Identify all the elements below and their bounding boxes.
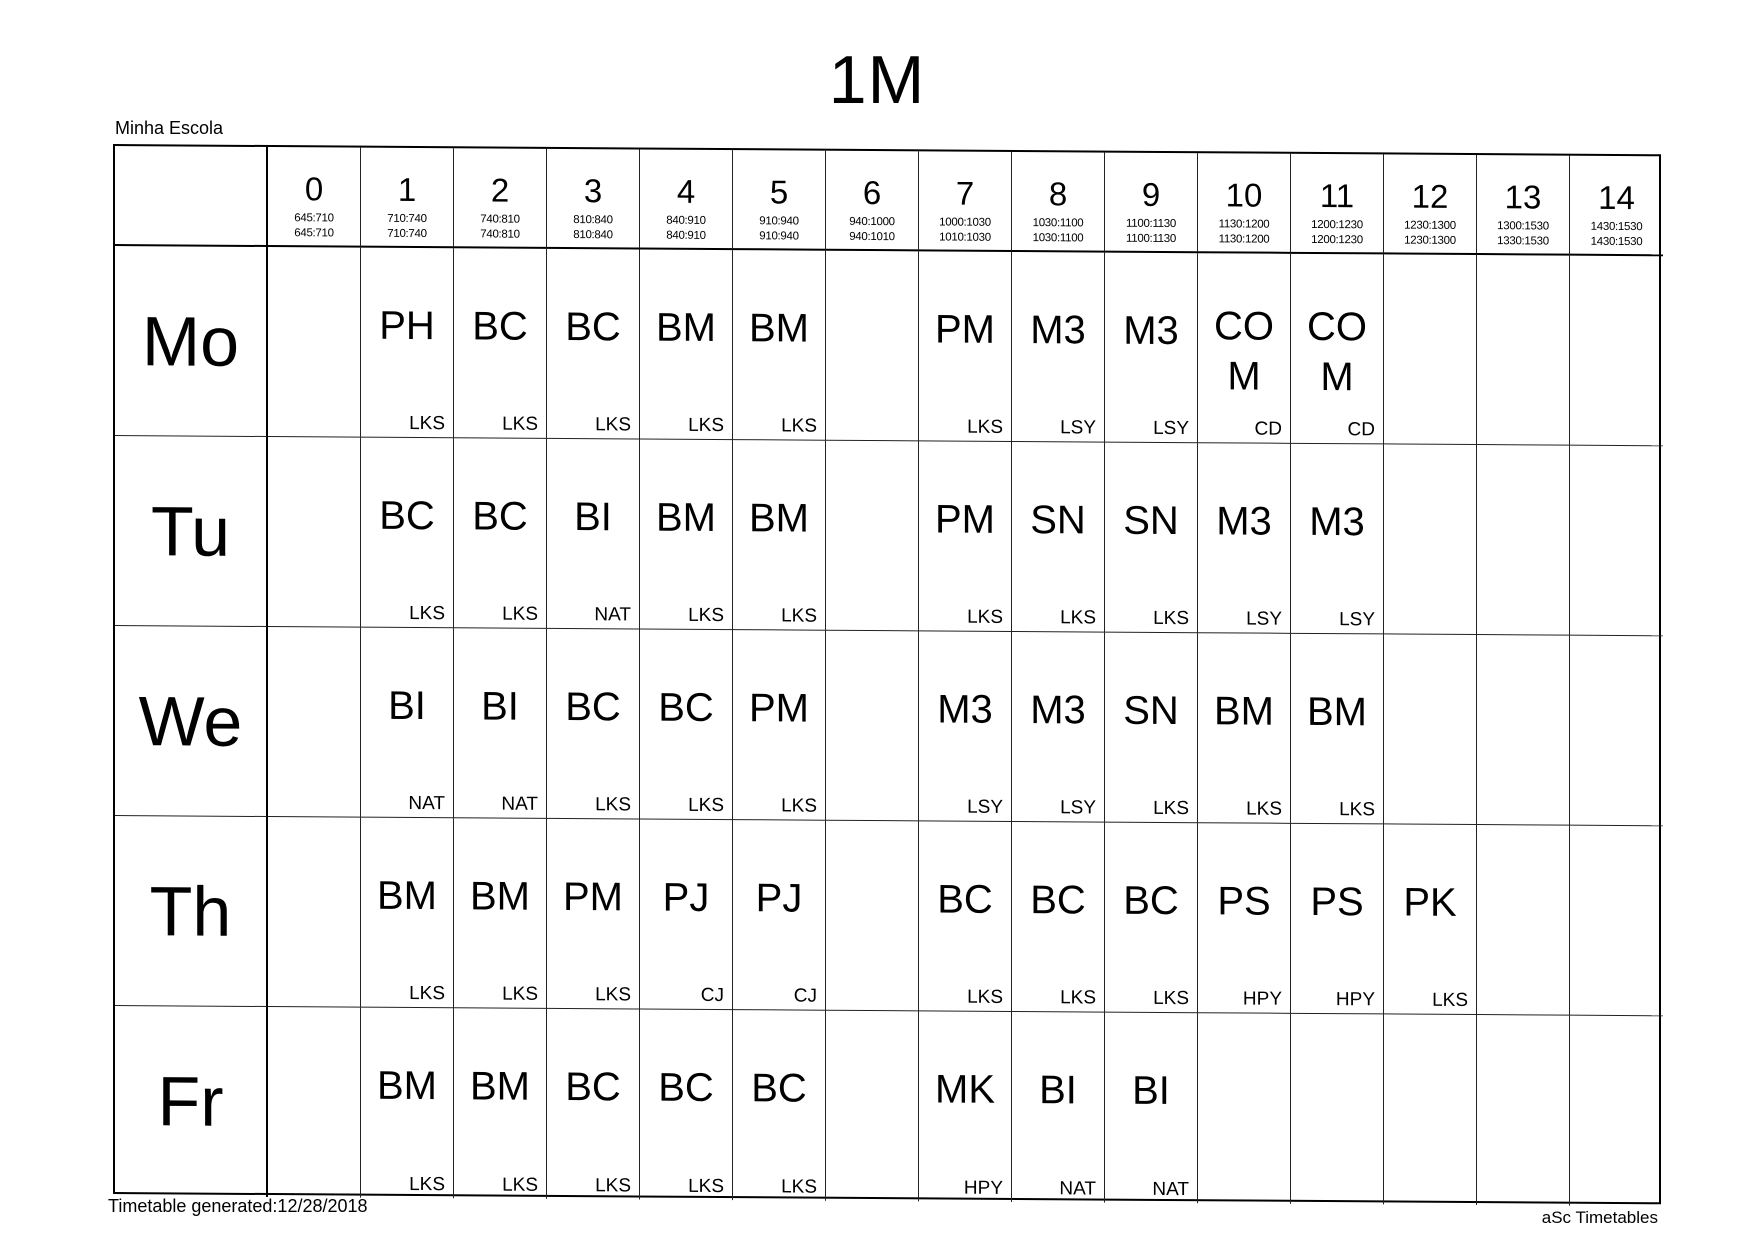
- lesson-cell[interactable]: [919, 631, 1012, 822]
- lesson-subject: BM: [656, 495, 716, 540]
- period-header: [919, 151, 1012, 252]
- period-time: [547, 213, 639, 244]
- lesson-subject: BC: [565, 304, 621, 350]
- period-number: 6: [862, 173, 882, 212]
- lesson-cell[interactable]: [1384, 824, 1477, 1015]
- period-time-line: 1000:1030: [939, 216, 991, 229]
- empty-cell: [1570, 636, 1663, 827]
- empty-cell: [268, 247, 361, 438]
- lesson-teacher: NAT: [594, 604, 631, 626]
- period-time-line: 840:910: [666, 214, 706, 227]
- lesson-teacher: LKS: [409, 982, 445, 1005]
- period-time: [361, 212, 453, 243]
- lesson-subject: BI: [1039, 1068, 1077, 1113]
- timetable-grid: [113, 144, 1661, 1204]
- lesson-subject: PK: [1403, 880, 1457, 925]
- lesson-cell[interactable]: [547, 249, 640, 440]
- empty-cell: [268, 627, 361, 818]
- lesson-subject: BM: [1307, 689, 1367, 735]
- period-header: [268, 147, 361, 248]
- lesson-subject: PM: [749, 686, 809, 731]
- period-time-line: 645:710: [294, 227, 334, 240]
- lesson-teacher: LSY: [967, 796, 1003, 818]
- lesson-cell[interactable]: [1105, 633, 1198, 824]
- empty-cell: [826, 441, 919, 632]
- period-number: 10: [1225, 176, 1263, 214]
- period-time-line: 940:1010: [849, 230, 895, 244]
- lesson-cell[interactable]: [919, 1011, 1012, 1202]
- lesson-teacher: LKS: [688, 414, 724, 437]
- lesson-cell[interactable]: [919, 251, 1012, 442]
- period-time-line: 1230:1300: [1404, 234, 1456, 247]
- period-time: [1477, 219, 1569, 250]
- period-time-line: 940:1000: [849, 215, 895, 229]
- lesson-subject: PS: [1310, 879, 1364, 925]
- empty-cell: [268, 817, 361, 1008]
- lesson-subject: BC: [751, 1066, 807, 1111]
- lesson-teacher: CD: [1254, 418, 1282, 440]
- lesson-cell[interactable]: [454, 818, 547, 1009]
- lesson-teacher: HPY: [1242, 988, 1282, 1010]
- lesson-teacher: LKS: [967, 986, 1003, 1008]
- lesson-cell[interactable]: [1012, 822, 1105, 1013]
- empty-cell: [268, 437, 361, 628]
- lesson-subject: BM: [749, 306, 809, 351]
- lesson-teacher: LKS: [688, 794, 724, 817]
- empty-cell: [1384, 634, 1477, 825]
- lesson-teacher: LKS: [781, 795, 817, 817]
- period-number: 14: [1598, 178, 1635, 217]
- lesson-subject: BC: [565, 684, 621, 730]
- lesson-teacher: LSY: [1060, 417, 1096, 439]
- lesson-teacher: LKS: [409, 602, 445, 625]
- period-time: [733, 214, 825, 245]
- lesson-cell[interactable]: [361, 818, 454, 1009]
- lesson-cell[interactable]: [1012, 252, 1105, 443]
- empty-cell: [1384, 1014, 1477, 1205]
- lesson-cell[interactable]: [547, 819, 640, 1010]
- lesson-teacher: NAT: [1152, 1178, 1189, 1201]
- lesson-cell[interactable]: [1291, 634, 1384, 825]
- lesson-subject: M3: [1123, 308, 1179, 354]
- lesson-cell[interactable]: [361, 1008, 454, 1199]
- empty-cell: [826, 821, 919, 1012]
- lesson-teacher: LKS: [1246, 798, 1282, 820]
- lesson-cell[interactable]: [640, 439, 733, 630]
- lesson-subject: BI: [481, 684, 519, 729]
- lesson-subject: SN: [1123, 688, 1179, 734]
- lesson-teacher: LKS: [1432, 989, 1468, 1011]
- lesson-teacher: LKS: [781, 605, 817, 627]
- lesson-subject: COM: [1307, 304, 1367, 400]
- period-time-line: 1430:1530: [1590, 235, 1643, 249]
- period-time: [268, 211, 360, 242]
- brand-label: aSc Timetables: [1541, 1208, 1658, 1227]
- lesson-subject: PM: [935, 497, 995, 542]
- lesson-subject: M3: [1216, 499, 1272, 544]
- period-header: [1477, 155, 1570, 256]
- empty-cell: [826, 251, 919, 442]
- lesson-teacher: LKS: [409, 1173, 445, 1196]
- period-header: [1384, 154, 1477, 255]
- period-time-line: 1130:1200: [1218, 218, 1270, 231]
- period-number: 5: [769, 173, 789, 211]
- lesson-cell[interactable]: [640, 819, 733, 1010]
- period-header: [733, 150, 826, 251]
- period-number: 4: [676, 172, 696, 210]
- empty-cell: [1198, 1013, 1291, 1204]
- lesson-cell[interactable]: [733, 1010, 826, 1201]
- lesson-cell[interactable]: [547, 629, 640, 820]
- lesson-cell[interactable]: [733, 630, 826, 821]
- period-time-line: 1230:1300: [1404, 219, 1456, 232]
- empty-cell: [1570, 1016, 1663, 1207]
- period-time-line: 840:910: [666, 229, 706, 242]
- period-header: [547, 149, 640, 250]
- lesson-cell[interactable]: [919, 821, 1012, 1012]
- period-time-line: 1100:1130: [1126, 217, 1176, 231]
- lesson-subject: BM: [470, 1064, 530, 1109]
- period-number: 11: [1319, 177, 1355, 215]
- lesson-subject: M3: [937, 687, 993, 732]
- period-time-line: 810:840: [573, 214, 613, 227]
- lesson-cell[interactable]: [454, 248, 547, 439]
- lesson-teacher: NAT: [1059, 1178, 1096, 1200]
- period-time-line: 1030:1100: [1032, 232, 1084, 245]
- lesson-teacher: CD: [1347, 419, 1375, 441]
- empty-cell: [1384, 444, 1477, 635]
- day-label: Mo: [115, 246, 268, 437]
- lesson-subject: BI: [388, 683, 426, 729]
- empty-cell: [1570, 446, 1663, 637]
- lesson-teacher: LSY: [1060, 797, 1096, 819]
- period-number: 8: [1048, 175, 1068, 213]
- lesson-subject: M3: [1030, 688, 1086, 733]
- lesson-teacher: LKS: [688, 1175, 724, 1198]
- lesson-subject: M3: [1030, 308, 1086, 353]
- period-time-line: 1030:1100: [1032, 217, 1084, 230]
- lesson-subject: PM: [935, 307, 995, 352]
- lesson-cell[interactable]: [547, 1009, 640, 1200]
- lesson-subject: BM: [377, 873, 437, 919]
- lesson-teacher: CJ: [700, 984, 724, 1007]
- period-time-line: 740:810: [480, 228, 520, 241]
- period-number: 12: [1411, 177, 1449, 215]
- lesson-teacher: HPY: [963, 1177, 1003, 1199]
- lesson-cell[interactable]: [1105, 823, 1198, 1014]
- period-header: [1570, 156, 1663, 257]
- day-label: We: [115, 626, 268, 817]
- page-title: 1M: [828, 42, 926, 118]
- lesson-subject: BC: [658, 685, 714, 730]
- lesson-cell[interactable]: [1291, 444, 1384, 635]
- period-time-line: 1300:1530: [1497, 220, 1549, 233]
- lesson-teacher: LKS: [1339, 799, 1375, 821]
- lesson-cell[interactable]: [1198, 823, 1291, 1014]
- period-time-line: 740:810: [480, 213, 520, 226]
- lesson-teacher: LKS: [967, 416, 1003, 438]
- period-time-line: 810:840: [573, 229, 613, 242]
- lesson-cell[interactable]: [361, 438, 454, 629]
- corner-cell: [115, 146, 268, 247]
- empty-cell: [1570, 256, 1663, 447]
- lesson-teacher: CJ: [793, 985, 817, 1007]
- lesson-teacher: LKS: [409, 412, 445, 435]
- lesson-cell[interactable]: [1198, 443, 1291, 634]
- period-header: [640, 149, 733, 250]
- period-time-line: 1130:1200: [1218, 233, 1270, 246]
- period-time-line: 1330:1530: [1497, 235, 1549, 248]
- period-time-line: 645:710: [294, 212, 334, 225]
- period-time: [1105, 217, 1197, 248]
- lesson-teacher: LSY: [1246, 608, 1282, 630]
- lesson-cell[interactable]: [733, 440, 826, 631]
- period-header: [1198, 153, 1291, 254]
- lesson-cell[interactable]: [454, 438, 547, 629]
- lesson-teacher: HPY: [1335, 989, 1375, 1011]
- lesson-cell[interactable]: [361, 248, 454, 439]
- lesson-cell[interactable]: [1105, 253, 1198, 444]
- empty-cell: [1291, 1014, 1384, 1205]
- lesson-cell[interactable]: [640, 1009, 733, 1200]
- period-time: [640, 213, 732, 244]
- lesson-cell[interactable]: [1198, 633, 1291, 824]
- lesson-teacher: LKS: [1060, 607, 1096, 629]
- lesson-cell[interactable]: [1012, 442, 1105, 633]
- lesson-subject: BC: [472, 494, 528, 539]
- lesson-subject: BM: [1214, 689, 1274, 734]
- period-time-line: 1100:1130: [1126, 232, 1176, 246]
- lesson-cell[interactable]: [1291, 254, 1384, 445]
- empty-cell: [1384, 254, 1477, 445]
- lesson-teacher: LKS: [1153, 607, 1189, 630]
- period-number: 1: [397, 170, 417, 209]
- lesson-teacher: LKS: [502, 413, 538, 435]
- lesson-cell[interactable]: [640, 629, 733, 820]
- lesson-subject: BM: [656, 305, 716, 350]
- lesson-subject: BM: [749, 496, 809, 541]
- period-time: [1291, 218, 1383, 249]
- school-name: Minha Escola: [115, 118, 224, 138]
- period-time: [826, 215, 918, 246]
- period-header: [826, 151, 919, 252]
- lesson-cell[interactable]: [1198, 253, 1291, 444]
- period-time: [1012, 216, 1104, 247]
- lesson-cell[interactable]: [454, 628, 547, 819]
- lesson-cell[interactable]: [640, 249, 733, 440]
- lesson-teacher: LKS: [502, 1174, 538, 1196]
- lesson-cell[interactable]: [454, 1008, 547, 1199]
- period-time-line: 910:940: [759, 230, 799, 243]
- period-time-line: 1010:1030: [939, 231, 991, 244]
- period-number: 2: [490, 171, 510, 209]
- period-header: [361, 148, 454, 249]
- lesson-subject: M3: [1309, 499, 1365, 545]
- period-time-line: 710:740: [387, 227, 427, 241]
- period-time-line: 710:740: [387, 212, 427, 226]
- lesson-cell[interactable]: [1105, 1013, 1198, 1204]
- lesson-teacher: LKS: [502, 983, 538, 1005]
- lesson-cell[interactable]: [547, 439, 640, 630]
- empty-cell: [1477, 255, 1570, 446]
- empty-cell: [826, 631, 919, 822]
- empty-cell: [1477, 1015, 1570, 1206]
- period-number: 13: [1504, 178, 1542, 216]
- period-time-line: 1200:1230: [1311, 218, 1363, 232]
- lesson-subject: PM: [563, 874, 623, 920]
- empty-cell: [1477, 825, 1570, 1016]
- lesson-teacher: LKS: [1153, 797, 1189, 820]
- empty-cell: [826, 1011, 919, 1202]
- period-time: [454, 212, 546, 243]
- lesson-cell[interactable]: [1105, 443, 1198, 634]
- lesson-teacher: LKS: [502, 603, 538, 625]
- lesson-teacher: LSY: [1339, 609, 1375, 631]
- lesson-teacher: NAT: [408, 792, 445, 815]
- lesson-teacher: LKS: [595, 794, 631, 816]
- lesson-teacher: LKS: [688, 604, 724, 627]
- period-time: [1570, 220, 1663, 251]
- day-label: Fr: [115, 1006, 268, 1197]
- period-header: [1105, 153, 1198, 254]
- lesson-subject: BI: [1132, 1068, 1170, 1114]
- empty-cell: [1477, 635, 1570, 826]
- period-header: [1012, 152, 1105, 253]
- period-number: 7: [955, 174, 975, 212]
- empty-cell: [1570, 826, 1663, 1017]
- period-header: [454, 148, 547, 249]
- lesson-teacher: LKS: [1153, 987, 1189, 1010]
- lesson-subject: PJ: [755, 876, 803, 921]
- lesson-teacher: LKS: [595, 414, 631, 436]
- period-time: [1384, 218, 1476, 249]
- lesson-cell[interactable]: [1012, 632, 1105, 823]
- lesson-cell[interactable]: [1012, 1012, 1105, 1203]
- empty-cell: [1477, 445, 1570, 636]
- lesson-teacher: LKS: [967, 606, 1003, 628]
- lesson-subject: BM: [470, 874, 530, 919]
- lesson-teacher: LKS: [1060, 987, 1096, 1009]
- lesson-subject: BI: [574, 495, 612, 540]
- lesson-subject: PS: [1217, 879, 1271, 924]
- lesson-subject: BC: [658, 1065, 714, 1110]
- lesson-subject: BM: [377, 1063, 437, 1109]
- lesson-subject: BC: [1030, 878, 1086, 923]
- period-number: 3: [583, 172, 603, 210]
- period-time-line: 910:940: [759, 215, 799, 228]
- period-header: [1291, 154, 1384, 255]
- lesson-subject: COM: [1214, 304, 1274, 399]
- lesson-teacher: NAT: [501, 793, 538, 815]
- period-number: 9: [1141, 175, 1161, 213]
- lesson-subject: PH: [379, 303, 435, 349]
- lesson-cell[interactable]: [919, 441, 1012, 632]
- lesson-cell[interactable]: [1291, 824, 1384, 1015]
- day-label: Tu: [115, 436, 268, 627]
- lesson-cell[interactable]: [733, 820, 826, 1011]
- lesson-teacher: LSY: [1153, 417, 1189, 440]
- lesson-teacher: LKS: [781, 415, 817, 437]
- period-time: [1198, 217, 1290, 248]
- day-label: Th: [115, 816, 268, 1007]
- empty-cell: [268, 1007, 361, 1198]
- lesson-cell[interactable]: [733, 250, 826, 441]
- lesson-subject: BC: [379, 493, 435, 539]
- lesson-teacher: LKS: [595, 984, 631, 1006]
- period-time-line: 1430:1530: [1590, 220, 1643, 234]
- period-time-line: 1200:1230: [1311, 233, 1363, 247]
- lesson-subject: PJ: [662, 875, 710, 920]
- lesson-subject: BC: [565, 1064, 621, 1110]
- lesson-subject: BC: [1123, 878, 1179, 924]
- lesson-subject: SN: [1030, 498, 1086, 543]
- lesson-subject: BC: [937, 877, 993, 922]
- generated-date: Timetable generated:12/28/2018: [108, 1196, 368, 1216]
- lesson-teacher: LKS: [595, 1175, 631, 1197]
- lesson-subject: BC: [472, 304, 528, 349]
- lesson-teacher: LKS: [781, 1176, 817, 1198]
- lesson-subject: MK: [935, 1067, 995, 1112]
- period-time: [919, 215, 1011, 246]
- lesson-subject: SN: [1123, 498, 1179, 544]
- lesson-cell[interactable]: [361, 628, 454, 819]
- period-number: 0: [304, 170, 324, 208]
